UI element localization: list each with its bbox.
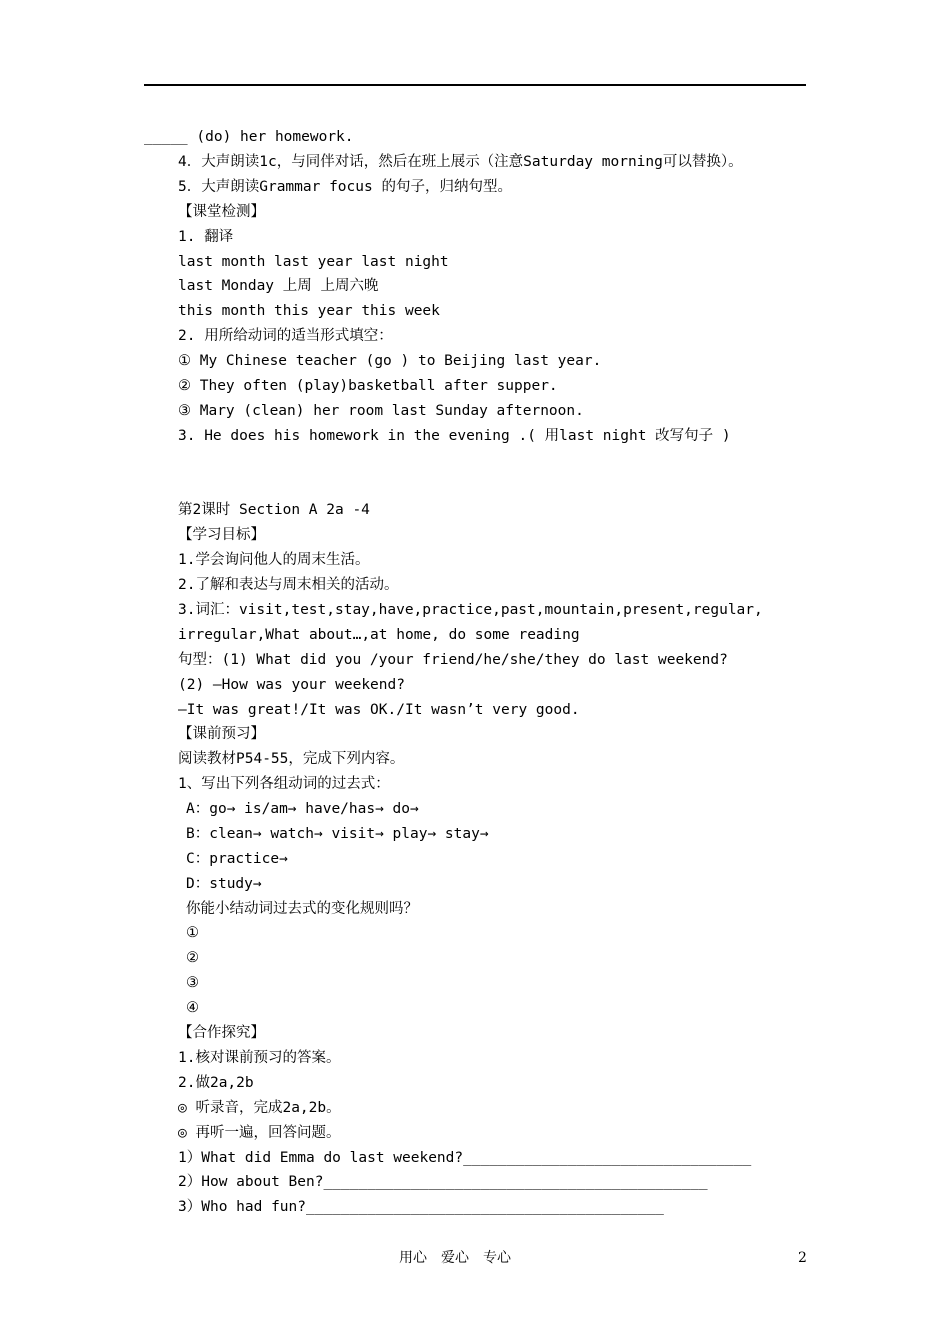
rule-item-1: ① xyxy=(186,925,199,941)
text-line-step-5: 5．大声朗读Grammar focus 的句子，归纳句型。 xyxy=(178,179,512,195)
page-number: 2 xyxy=(798,1250,807,1266)
verb-group-a: A：go→ is/am→ have/has→ do→ xyxy=(186,801,419,817)
text-line-read-textbook: 阅读教材P54-55，完成下列内容。 xyxy=(178,751,405,767)
section-heading-class-test: 【课堂检测】 xyxy=(178,204,265,220)
text-line-do-2a-2b: 2.做2a,2b xyxy=(178,1075,254,1091)
header-rule xyxy=(144,84,806,86)
exercise-item-1: ① My Chinese teacher (go ) to Beijing last year. xyxy=(178,353,602,369)
objective-1: 1.学会询问他人的周末生活。 xyxy=(178,552,370,568)
text-line-step-4: 4．大声朗读1c，与同伴对话，然后在班上展示（注意Saturday morning可以替换）。 xyxy=(178,154,743,170)
text-line-last-monday: last Monday 上周 上周六晚 xyxy=(178,278,379,294)
text-line-last-month: last month last year last night xyxy=(178,254,449,270)
objective-3-vocabulary: 3.词汇：visit,test,stay,have,practice,past,mountain,present,regular, xyxy=(178,602,763,618)
rule-item-2: ② xyxy=(186,950,199,966)
text-line-rewrite: 3. He does his homework in the evening .( 用last night 改写句子 ) xyxy=(178,428,731,444)
question-3: 3）Who had fun?_________________________________________ xyxy=(178,1199,664,1215)
sentence-pattern-2: (2) —How was your weekend? xyxy=(178,677,405,693)
text-line-blank-do: _____ (do) her homework. xyxy=(144,129,354,145)
footer-motto: 用心 爱心 专心 xyxy=(399,1250,511,1266)
verb-group-b: B：clean→ watch→ visit→ play→ stay→ xyxy=(186,826,489,842)
text-line-fill-in: 2. 用所给动词的适当形式填空： xyxy=(178,328,393,344)
exercise-item-3: ③ Mary (clean) her room last Sunday afternoon. xyxy=(178,403,584,419)
objective-2: 2.了解和表达与周末相关的活动。 xyxy=(178,577,399,593)
verb-group-c: C：practice→ xyxy=(186,851,288,867)
text-line-summarize-rules: 你能小结动词过去式的变化规则吗？ xyxy=(186,901,418,917)
text-line-this-month: this month this year this week xyxy=(178,303,440,319)
lesson-title: 第2课时 Section A 2a -4 xyxy=(178,502,370,518)
question-1: 1）What did Emma do last weekend?_________________________________ xyxy=(178,1150,752,1166)
exercise-item-2: ② They often (play)basketball after supper. xyxy=(178,378,558,394)
text-line-check-answers: 1.核对课前预习的答案。 xyxy=(178,1050,341,1066)
section-heading-preview: 【课前预习】 xyxy=(178,726,265,742)
objective-3-vocabulary-cont: irregular,What about…,at home, do some reading xyxy=(178,627,580,643)
sentence-pattern-2-answer: —It was great!/It was OK./It wasn’t very good. xyxy=(178,702,580,718)
text-line-translate: 1. 翻译 xyxy=(178,229,234,245)
rule-item-4: ④ xyxy=(186,1000,199,1016)
section-heading-cooperation: 【合作探究】 xyxy=(178,1025,265,1041)
verb-group-d: D：study→ xyxy=(186,876,262,892)
sentence-pattern-1: 句型：(1) What did you /your friend/he/she/they do last weekend? xyxy=(178,652,728,668)
rule-item-3: ③ xyxy=(186,975,199,991)
text-line-listen-again: ◎ 再听一遍，回答问题。 xyxy=(178,1125,341,1141)
section-heading-objectives: 【学习目标】 xyxy=(178,527,265,543)
text-line-listen: ◎ 听录音，完成2a,2b。 xyxy=(178,1100,341,1116)
question-2: 2）How about Ben?____________________________________________ xyxy=(178,1174,708,1190)
text-line-past-tense-task: 1、写出下列各组动词的过去式： xyxy=(178,776,390,792)
